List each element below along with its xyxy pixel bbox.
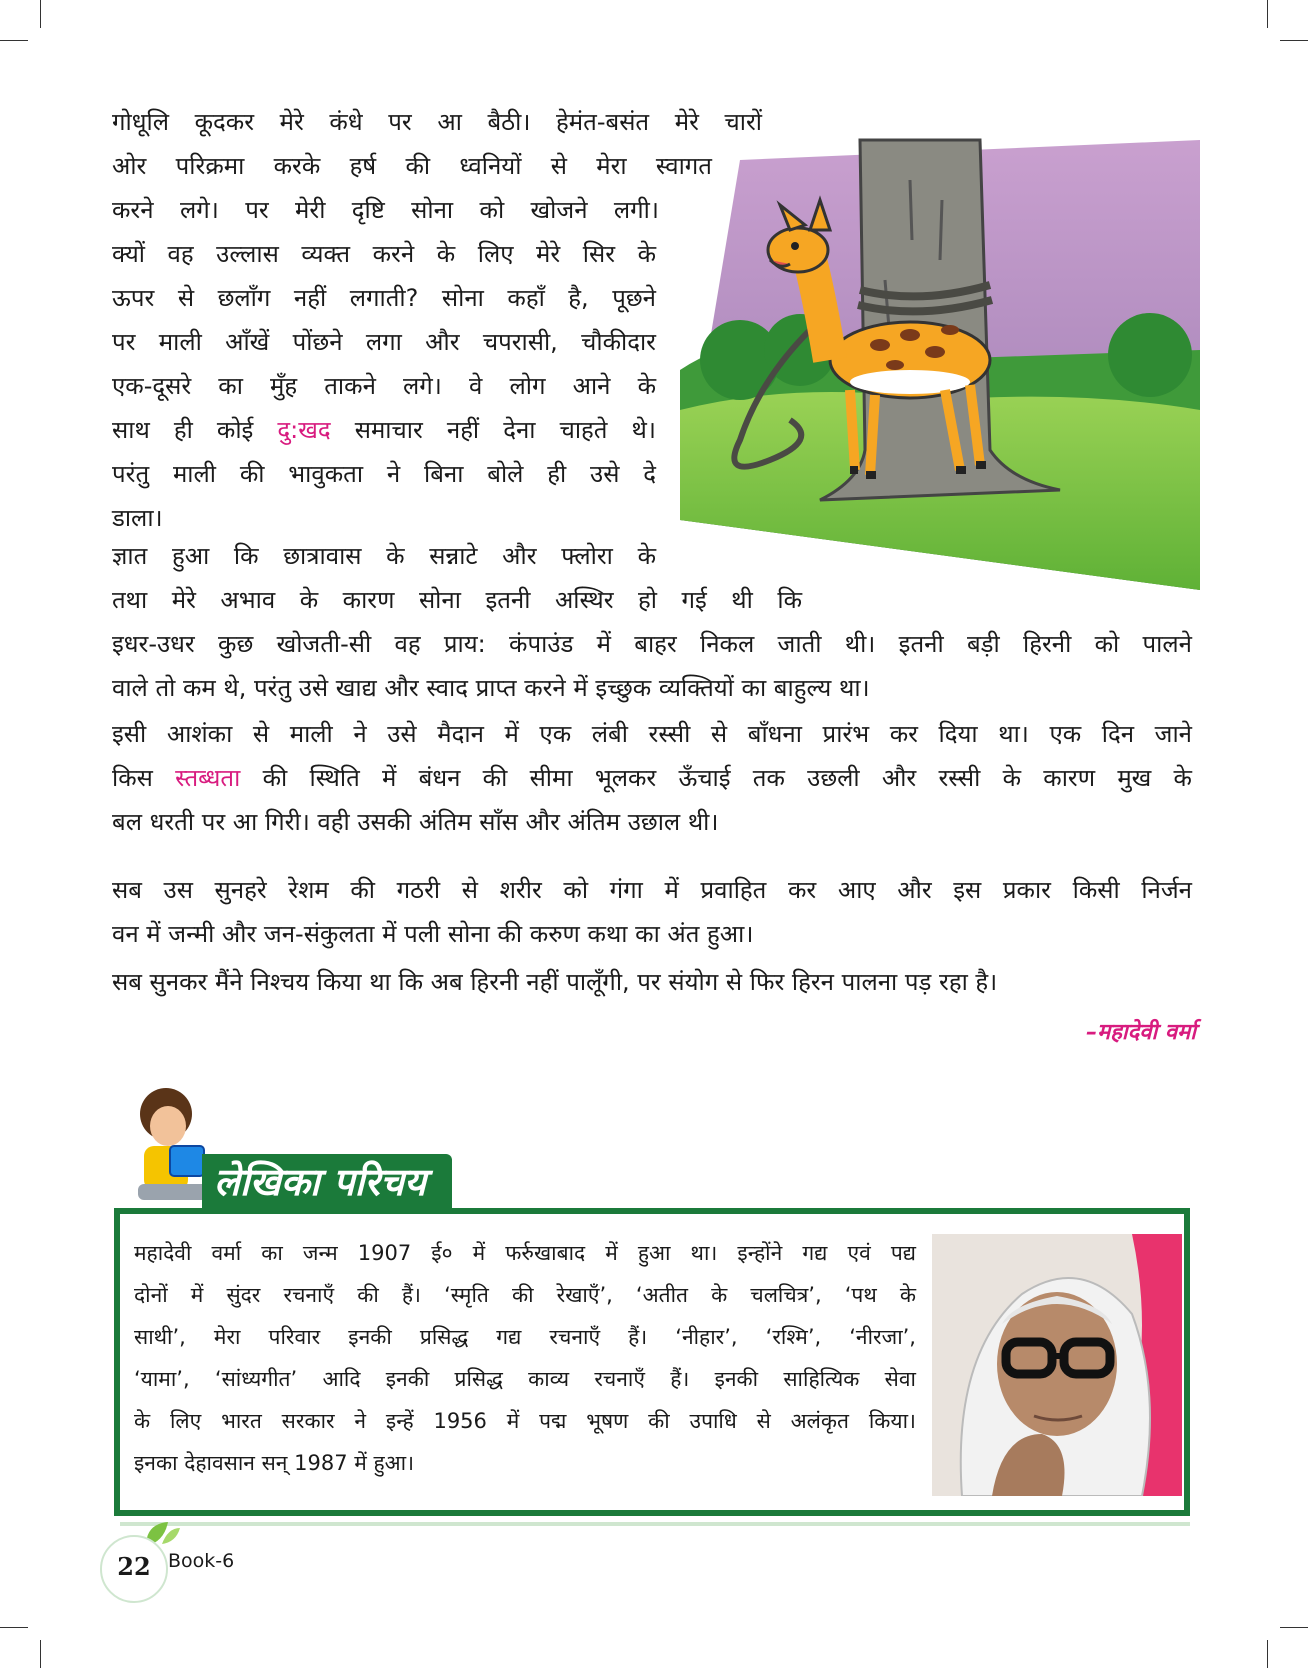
- story-paragraph-2: [112, 534, 1192, 710]
- page-number: 22: [117, 1552, 151, 1581]
- text-line: डाला।: [112, 504, 163, 532]
- text-line: सब उस सुनहरे रेशम की गठरी से शरीर को गंगा में प्रवाहित कर आए और इस प्रकार किसी निर्जन: [112, 876, 1192, 904]
- crop-mark: [1267, 0, 1268, 28]
- bio-line: ‘यामा’, ‘सांध्यगीत’ आदि इनकी प्रसिद्ध काव्य रचनाएँ हैं। इनकी साहित्यिक सेवा: [134, 1367, 916, 1391]
- text-line: ज्ञात हुआ कि छात्रावास के सन्नाटे और फ्लोरा के: [112, 542, 656, 570]
- text-line: बल धरती पर आ गिरी। वही उसकी अंतिम साँस और अंतिम उछाल थी।: [112, 808, 719, 836]
- bio-line: साथी’, मेरा परिवार इनकी प्रसिद्ध गद्य रचनाएँ हैं। ‘नीहार’, ‘रश्मि’, ‘नीरजा’,: [134, 1325, 916, 1349]
- text-line: सब सुनकर मैंने निश्चय किया था कि अब हिरनी नहीं पालूँगी, पर संयोग से फिर हिरन पालना पड़ रहा है।: [112, 968, 998, 996]
- crop-mark: [40, 1640, 41, 1668]
- text-line: गोधूलि कूदकर मेरे कंधे पर आ बैठी। हेमंत-बसंत मेरे चारों: [112, 108, 762, 136]
- deer-illustration: [680, 120, 1200, 590]
- text-line: तथा मेरे अभाव के कारण सोना इतनी अस्थिर हो गई थी कि: [112, 586, 802, 614]
- text-line: एक-दूसरे का मुँह ताकने लगे। वे लोग आने के: [112, 372, 656, 400]
- text-segment: किस: [112, 764, 176, 792]
- text-line: ऊपर से छलाँग नहीं लगाती? सोना कहाँ है, पूछने: [112, 284, 656, 312]
- story-paragraph-3: [112, 712, 1192, 844]
- text-line: क्यों वह उल्लास व्यक्त करने के लिए मेरे सिर के: [112, 240, 656, 268]
- crop-mark: [40, 0, 41, 28]
- highlighted-word: स्तब्धता: [175, 764, 241, 792]
- text-line: [112, 756, 1192, 800]
- bio-line: महादेवी वर्मा का जन्म 1907 ई० में फर्रुखाबाद में हुआ था। इन्होंने गद्य एवं पद्य: [134, 1241, 916, 1265]
- text-line: परंतु माली की भावुकता ने बिना बोले ही उसे दे: [112, 460, 656, 488]
- text-line: इधर-उधर कुछ खोजती-सी वह प्राय: कंपाउंड में बाहर निकल जाती थी। इतनी बड़ी हिरनी को पालने: [112, 630, 1192, 658]
- bio-box: [114, 1208, 1190, 1516]
- author-photo: [932, 1234, 1182, 1496]
- footer-rule: [120, 1522, 1190, 1526]
- story-paragraph-4: [112, 868, 1192, 956]
- highlighted-word: दु:खद: [277, 416, 331, 444]
- story-paragraph-1: [112, 100, 762, 540]
- bio-heading-banner: [202, 1154, 452, 1210]
- text-line: ओर परिक्रमा करके हर्ष की ध्वनियों से मेरा स्वागत: [112, 152, 712, 180]
- crop-mark: [0, 40, 28, 41]
- text-line: वन में जन्मी और जन-संकुलता में पली सोना की करुण कथा का अंत हुआ।: [112, 920, 754, 948]
- book-label: Book-6: [168, 1550, 235, 1572]
- text-segment: साथ ही कोई: [112, 416, 278, 444]
- crop-mark: [1280, 40, 1308, 41]
- bio-text: [134, 1232, 916, 1484]
- crop-mark: [1280, 1627, 1308, 1628]
- text-line: करने लगे। पर मेरी दृष्टि सोना को खोजने लगी।: [112, 196, 659, 224]
- story-paragraph-5: [112, 960, 1192, 1004]
- text-segment: की स्थिति में बंधन की सीमा भूलकर ऊँचाई तक उछली और रस्सी के कारण मुख के: [240, 764, 1192, 792]
- author-signature: –महादेवी वर्मा: [1086, 1020, 1196, 1045]
- text-segment: समाचार नहीं देना चाहते थे।: [330, 416, 656, 444]
- text-line: पर माली आँखें पोंछने लगा और चपरासी, चौकीदार: [112, 328, 656, 356]
- page-number-badge: [100, 1535, 168, 1603]
- bio-line: के लिए भारत सरकार ने इन्हें 1956 में पद्म भूषण की उपाधि से अलंकृत किया।: [134, 1409, 916, 1433]
- bio-line: इनका देहावसान सन् 1987 में हुआ।: [134, 1451, 415, 1475]
- bio-line: दोनों में सुंदर रचनाएँ की हैं। ‘स्मृति की रेखाएँ’, ‘अतीत के चलचित्र’, ‘पथ के: [134, 1283, 916, 1307]
- text-line: इसी आशंका से माली ने उसे मैदान में एक लंबी रस्सी से बाँधना प्रारंभ कर दिया था। एक दिन जाने: [112, 720, 1192, 748]
- text-line: [112, 408, 656, 452]
- crop-mark: [1267, 1640, 1268, 1668]
- bio-heading: लेखिका परिचय: [214, 1160, 427, 1204]
- text-line: वाले तो कम थे, परंतु उसे खाद्य और स्वाद प्राप्त करने में इच्छुक व्यक्तियों का बाहुल्य था।: [112, 674, 870, 702]
- crop-mark: [0, 1627, 28, 1628]
